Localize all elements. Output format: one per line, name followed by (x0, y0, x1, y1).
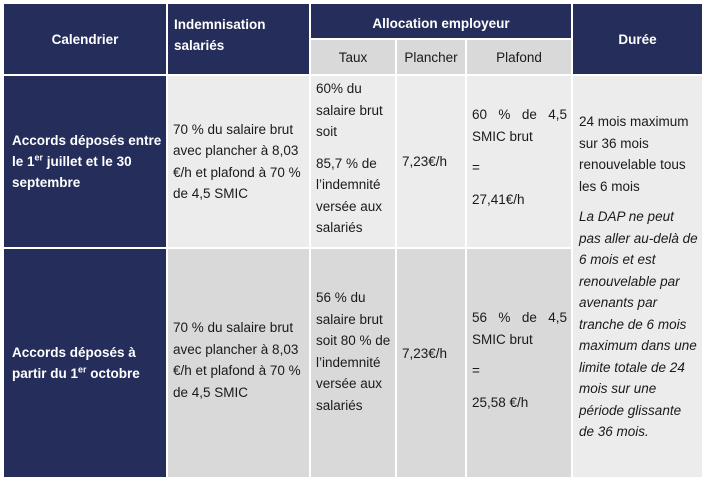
subheader-plancher: Plancher (396, 39, 466, 75)
row1-plafond: 60 % de 4,5 SMIC brut = 27,41€/h (466, 75, 572, 248)
row2-plancher: 7,23€/h (396, 248, 466, 478)
header-allocation: Allocation employeur (310, 3, 572, 39)
row1-plancher: 7,23€/h (396, 75, 466, 248)
dap-table (2, 2, 704, 479)
duree-main: 24 mois maximum sur 36 mois renouvelable tous les 6 mois (579, 114, 689, 194)
header-calendrier: Calendrier (3, 3, 167, 75)
row1-taux: 60% du salaire brut soit 85,7 % de l’indemnité versée aux salariés (310, 75, 396, 248)
row1-label: Accords déposés entre le 1er juillet et le 30 septembre (3, 75, 167, 248)
subheader-plafond: Plafond (466, 39, 572, 75)
subheader-taux: Taux (310, 39, 396, 75)
row2-label: Accords déposés à partir du 1er octobre (3, 248, 167, 478)
duree-note: La DAP ne peut pas aller au-delà de 6 mois et est renouvelable par avenants par tranche de 6 mois maximum dans une limite totale de 24 mois sur une période glissante de 36 mois. (579, 209, 698, 440)
header-duree: Durée (572, 3, 703, 75)
duree-cell (572, 75, 703, 478)
row2-taux: 56 % du salaire brut soit 80 % de l’indemnité versée aux salariés (310, 248, 396, 478)
row1-indemnisation: 70 % du salaire brut avec plancher à 8,03 €/h et plafond à 70 % de 4,5 SMIC (167, 75, 310, 248)
row2-plafond: 56 % de 4,5 SMIC brut = 25,58 €/h (466, 248, 572, 478)
header-indemnisation: Indemnisation salariés (167, 3, 310, 75)
row2-indemnisation: 70 % du salaire brut avec plancher à 8,03 €/h et plafond à 70 % de 4,5 SMIC (167, 248, 310, 478)
